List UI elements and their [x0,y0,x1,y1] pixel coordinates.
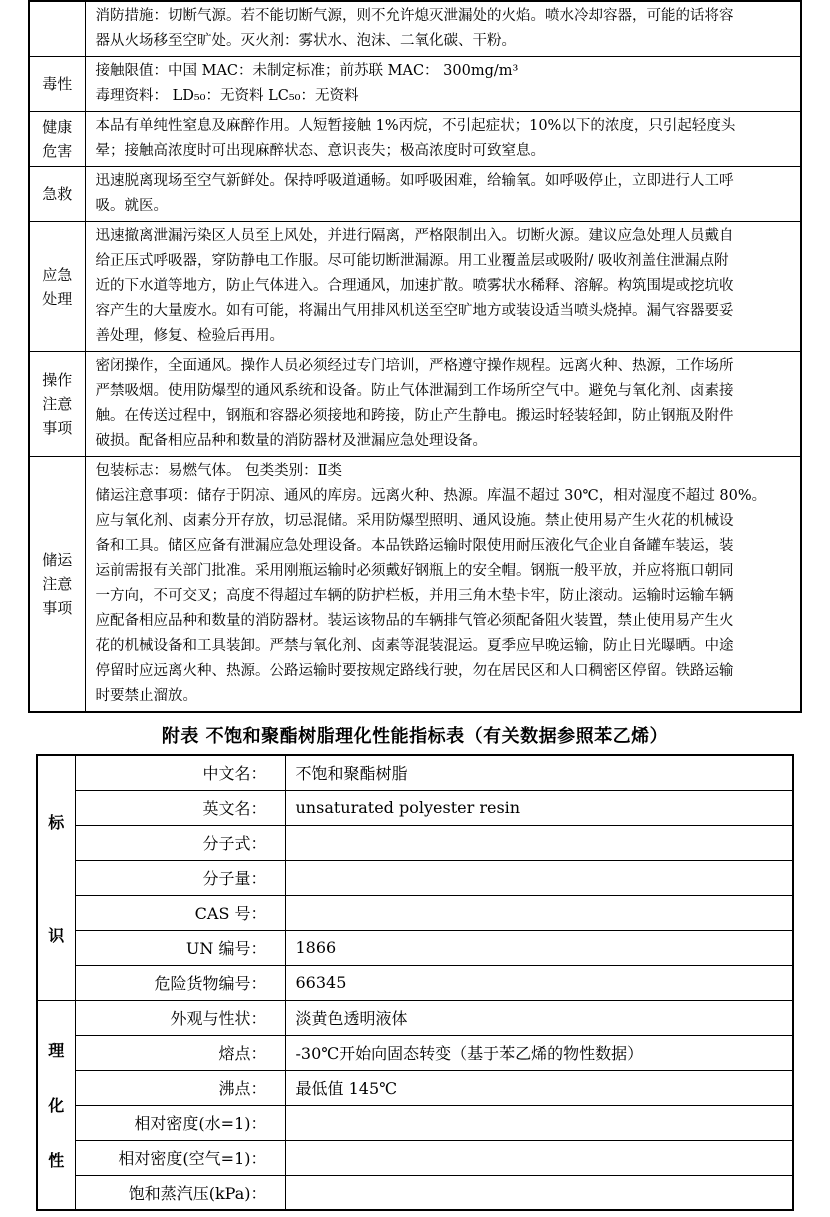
row-label-line: 毒性 [42,75,73,93]
row-text-line: 停留时应远离火种、热源。公路运输时要按规定路线行驶，勿在居民区和人口稠密区停留。铁路运输 [95,663,734,679]
property-key: 英文名： [75,790,285,825]
row-label-line: 事项 [42,599,73,617]
row-text [85,457,801,713]
group-label-char: 理 [48,1041,65,1061]
property-value [285,1175,793,1210]
row-text-line: 容产生的大量废水。如有可能，将漏出气用排风机送至空旷地方或装设适当喷头烧掉。漏气容器要妥 [95,303,734,319]
property-row [37,965,793,1000]
row-text-line: 器从火场移至空旷处。灭火剂：雾状水、泡沫、二氧化碳、干粉。 [95,33,516,49]
property-row [37,930,793,965]
property-key: 分子式： [75,825,285,860]
row-text [85,222,801,352]
property-value: 最低值 145℃ [285,1070,793,1105]
row-label-line: 事项 [42,419,73,437]
group-label-char: 识 [48,925,65,945]
property-row [37,1175,793,1210]
group-label-char: 标 [48,812,65,832]
row-text-line: 时要禁止溜放。 [95,688,197,704]
row-text-line: 触。在传送过程中，钢瓶和容器必须接地和跨接，防止产生静电。搬运时轻装轻卸，防止钢瓶及附件 [95,408,734,424]
row-text-line: 运前需报有关部门批准。采用刚瓶运输时必须戴好钢瓶上的安全帽。钢瓶一般平放，并应将瓶口朝同 [95,563,734,579]
row-label-line: 急救 [42,185,73,203]
property-key: 分子量： [75,860,285,895]
row-label-line: 储运 [42,551,73,569]
property-key: 熔点： [75,1035,285,1070]
row-text-line: 吸。就医。 [95,198,168,214]
property-row [37,1070,793,1105]
property-value: 66345 [285,965,793,1000]
row-text-line: 迅速撤离泄漏污染区人员至上风处，并进行隔离，严格限制出入。切断火源。建议应急处理人员戴自 [95,228,734,244]
row-text [85,57,801,112]
hazard-row [29,112,801,167]
row-text-line: 备和工具。储区应备有泄漏应急处理设备。本品铁路运输时限使用耐压液化气企业自备罐车装运，装 [95,538,734,554]
row-text-line: 一方向，不可交叉；高度不得超过车辆的防护栏板，并用三角木垫卡牢，防止滚动。运输时运输车辆 [95,588,734,604]
hazard-row [29,1,801,57]
row-text-line: 近的下水道等地方，防止气体进入。合理通风，加速扩散。喷雾状水稀释、溶解。构筑围堤或挖坑收 [95,278,734,294]
row-text-line: 毒理资料： LD₅₀：无资料 LC₅₀：无资料 [95,88,359,104]
row-text [85,167,801,222]
property-row [37,790,793,825]
property-value [285,1140,793,1175]
property-value [285,860,793,895]
row-label [29,112,85,167]
row-text-line: 接触限值：中国 MAC：未制定标准；前苏联 MAC： 300mg/m³ [95,63,519,79]
property-value: 淡黄色透明液体 [285,1000,793,1035]
property-key: 危险货物编号： [75,965,285,1000]
property-value: unsaturated polyester resin [285,790,793,825]
row-label [29,457,85,713]
row-label-line: 操作 [42,371,73,389]
property-row [37,1035,793,1070]
row-text-line: 给正压式呼吸器，穿防静电工作服。尽可能切断泄漏源。用工业覆盖层或吸附/ 吸收剂盖住泄漏点附 [95,253,729,269]
group-label [37,1000,75,1210]
row-text-line: 本品有单纯性窒息及麻醉作用。人短暂接触 1%丙烷，不引起症状；10%以下的浓度，只引起轻度头 [95,118,736,134]
property-row [37,895,793,930]
row-label-line: 应急 [42,265,73,284]
property-key: 相对密度(水=1)： [75,1105,285,1140]
row-text [85,352,801,457]
row-label-line: 注意 [42,395,73,413]
row-label [29,167,85,222]
property-key: UN 编号： [75,930,285,965]
hazard-row [29,352,801,457]
property-value: 1866 [285,930,793,965]
property-row [37,860,793,895]
property-value [285,895,793,930]
property-key: 沸点： [75,1070,285,1105]
hazard-row [29,57,801,112]
row-text-line: 应配备相应品种和数量的消防器材。装运该物品的车辆排气管必须配备阻火装置，禁止使用易产生火 [95,613,734,629]
row-label [29,352,85,457]
row-text-line: 储运注意事项：储存于阴凉、通风的库房。远离火种、热源。库温不超过 30℃，相对湿度不超过 80%。 [95,488,767,504]
row-text-line: 迅速脱离现场至空气新鲜处。保持呼吸道通畅。如呼吸困难，给输氧。如呼吸停止，立即进行人工呼 [95,173,734,189]
row-text-line: 花的机械设备和工具装卸。严禁与氧化剂、卤素等混装混运。夏季应早晚运输，防止日光曝晒。中途 [95,638,734,654]
group-label-char: 性 [48,1151,65,1171]
row-text-line: 破损。配备相应品种和数量的消防器材及泄漏应急处理设备。 [95,433,487,449]
property-row [37,825,793,860]
property-table [36,754,794,1211]
property-row [37,1140,793,1175]
group-label-char: 化 [48,1096,65,1116]
row-text-line: 善处理，修复、检验后再用。 [95,328,284,344]
property-value: -30℃开始向固态转变（基于苯乙烯的物性数据） [285,1035,793,1070]
row-label [29,1,85,57]
property-key: 相对密度(空气=1)： [75,1140,285,1175]
row-label-line: 健康 [42,118,73,136]
row-label [29,57,85,112]
property-key: CAS 号： [75,895,285,930]
row-text-line: 应与氧化剂、卤素分开存放，切忌混储。采用防爆型照明、通风设施。禁止使用易产生火花的机械设 [95,513,734,529]
row-text-line: 包装标志：易燃气体。 包类类别：Ⅱ类 [95,463,342,479]
row-text-line: 密闭操作，全面通风。操作人员必须经过专门培训，严格遵守操作规程。远离火种、热源，工作场所 [95,358,734,374]
property-row [37,1000,793,1035]
property-value [285,825,793,860]
row-text [85,112,801,167]
property-row [37,755,793,790]
hazard-row [29,457,801,713]
property-value: 不饱和聚酯树脂 [285,755,793,790]
row-text-line: 消防措施：切断气源。若不能切断气源，则不允许熄灭泄漏处的火焰。喷水冷却容器，可能的话将容 [95,8,734,24]
property-key: 外观与性状： [75,1000,285,1035]
row-text-line: 严禁吸烟。使用防爆型的通风系统和设备。防止气体泄漏到工作场所空气中。避免与氧化剂、卤素接 [95,383,734,399]
row-text [85,1,801,57]
row-label-line: 注意 [42,575,73,593]
hazard-info-table [28,0,802,713]
hazard-row [29,222,801,352]
row-text-line: 晕；接触高浓度时可出现麻醉状态、意识丧失；极高浓度时可致窒息。 [95,143,545,159]
property-key: 饱和蒸汽压(kPa)： [75,1175,285,1210]
property-key: 中文名： [75,755,285,790]
property-value [285,1105,793,1140]
hazard-row [29,167,801,222]
appendix-title: 附表 不饱和聚酯树脂理化性能指标表（有关数据参照苯乙烯） [161,726,669,747]
property-row [37,1105,793,1140]
row-label [29,222,85,352]
row-label-line: 处理 [42,289,73,308]
group-label [37,755,75,1000]
row-label-line: 危害 [42,142,73,160]
